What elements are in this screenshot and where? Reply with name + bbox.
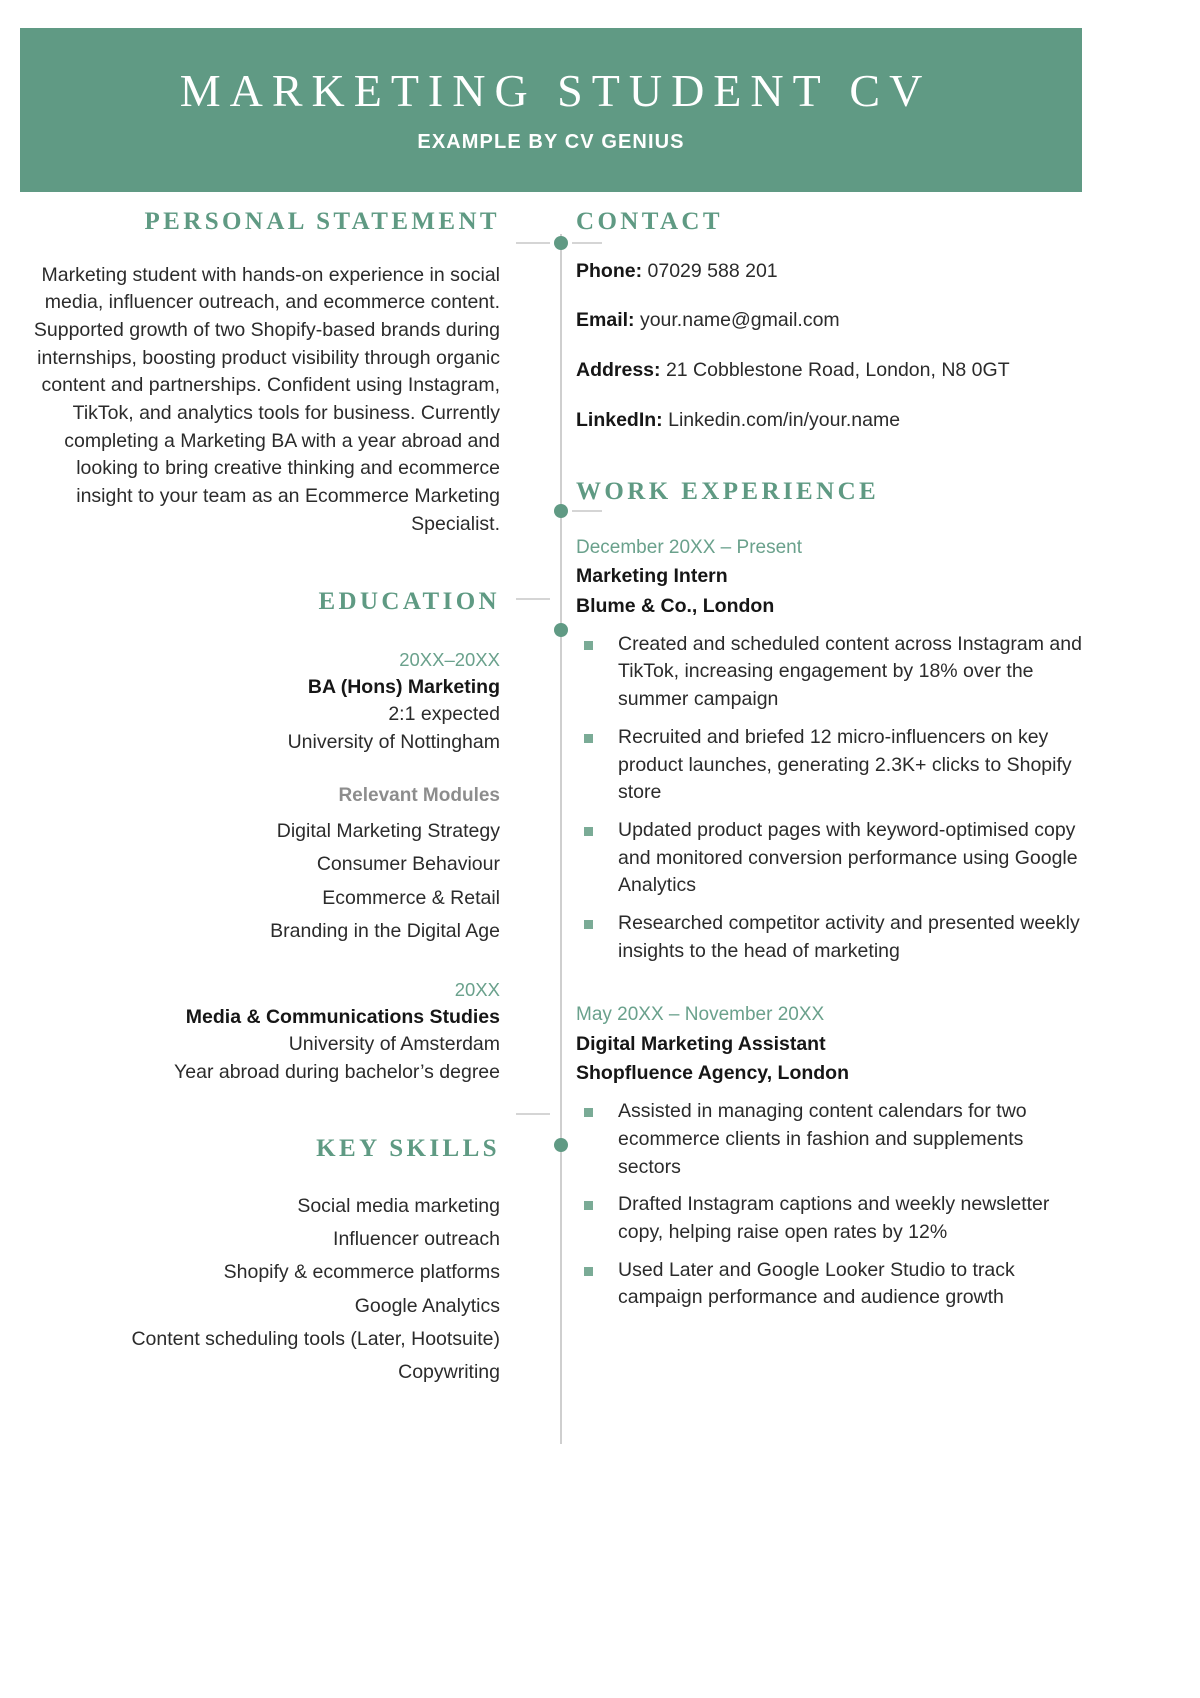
- work-experience-entry: [576, 534, 1082, 966]
- contact-phone-label: Phone:: [576, 259, 643, 282]
- job-bullet: Researched competitor activity and presented weekly insights to the head of marketing: [576, 910, 1082, 965]
- timeline-dot-work: [554, 504, 568, 518]
- education-grade: 2:1 expected: [388, 703, 500, 726]
- timeline-dot-contact: [554, 236, 568, 250]
- work-experience-heading: WORK EXPERIENCE: [576, 478, 880, 506]
- timeline-stub-left-personal: [516, 242, 550, 244]
- contact-linkedin-value[interactable]: Linkedin.com/in/your.name: [668, 408, 901, 431]
- relevant-modules-heading: Relevant Modules: [338, 784, 500, 806]
- job-bullet-list: [576, 1098, 1082, 1312]
- job-company: Blume & Co., London: [576, 594, 775, 617]
- contact-linkedin-label: LinkedIn:: [576, 408, 663, 431]
- contact-address-value: 21 Cobblestone Road, London, N8 0GT: [665, 358, 1010, 381]
- job-bullet: Updated product pages with keyword-optimised copy and monitored conversion performance using Google Analytics: [576, 817, 1082, 900]
- left-column: [20, 208, 500, 1389]
- contact-phone-row: [576, 258, 1082, 286]
- page-subtitle: EXAMPLE BY CV GENIUS: [417, 130, 685, 153]
- education-degree: BA (Hons) Marketing: [307, 675, 500, 698]
- job-bullet: Drafted Instagram captions and weekly newsletter copy, helping raise open rates by 12%: [576, 1191, 1082, 1246]
- list-item: Google Analytics: [354, 1294, 500, 1317]
- contact-email-label: Email:: [576, 309, 635, 332]
- section-key-skills: [20, 1135, 500, 1389]
- timeline-stub-left-education: [516, 598, 550, 600]
- key-skills-heading: KEY SKILLS: [316, 1134, 500, 1162]
- cv-header-banner: [20, 28, 1082, 192]
- contact-address-row: [576, 357, 1082, 385]
- key-skills-list: [20, 1190, 500, 1389]
- section-education: [20, 588, 500, 1086]
- education-heading: EDUCATION: [318, 588, 500, 616]
- job-bullet: Recruited and briefed 12 micro-influencers on key product launches, generating 2.3K+ clicks to Shopify store: [576, 724, 1082, 807]
- education-institution: University of Amsterdam: [288, 1033, 500, 1056]
- job-title: Digital Marketing Assistant: [576, 1032, 826, 1055]
- page-title: MARKETING STUDENT CV: [179, 65, 932, 117]
- timeline-rule: [560, 234, 562, 1444]
- list-item: Influencer outreach: [333, 1228, 500, 1251]
- section-work-experience: [576, 478, 1082, 1312]
- right-column: [576, 208, 1082, 1322]
- education-date: 20XX–20XX: [399, 648, 500, 670]
- list-item: Digital Marketing Strategy: [276, 820, 500, 843]
- education-entry: [20, 646, 500, 757]
- job-company: Shopfluence Agency, London: [576, 1062, 849, 1085]
- contact-address-label: Address:: [576, 358, 661, 381]
- contact-email-row: [576, 307, 1082, 335]
- timeline-dot-skills: [554, 1138, 568, 1152]
- education-entry: [20, 976, 500, 1087]
- relevant-modules-block: [20, 783, 500, 948]
- education-degree: Media & Communications Studies: [185, 1005, 500, 1028]
- contact-heading: CONTACT: [576, 208, 723, 235]
- contact-phone-value: 07029 588 201: [647, 259, 778, 282]
- job-date: December 20XX – Present: [576, 536, 803, 558]
- job-bullet-list: [576, 631, 1082, 966]
- list-item: Social media marketing: [297, 1195, 500, 1218]
- job-bullet: Created and scheduled content across Instagram and TikTok, increasing engagement by 18% over the summer campaign: [576, 631, 1082, 714]
- contact-linkedin-row: [576, 407, 1082, 435]
- job-date: May 20XX – November 20XX: [576, 1004, 825, 1026]
- section-personal-statement: [20, 208, 500, 538]
- job-title: Marketing Intern: [576, 565, 728, 588]
- list-item: Branding in the Digital Age: [270, 919, 500, 942]
- job-bullet: Assisted in managing content calendars for two ecommerce clients in fashion and supplements sectors: [576, 1098, 1082, 1181]
- list-item: Shopify & ecommerce platforms: [223, 1261, 500, 1284]
- job-bullet: Used Later and Google Looker Studio to track campaign performance and audience growth: [576, 1257, 1082, 1312]
- list-item: Copywriting: [398, 1360, 500, 1383]
- personal-statement-heading: PERSONAL STATEMENT: [144, 208, 500, 235]
- relevant-modules-list: [20, 815, 500, 948]
- list-item: Content scheduling tools (Later, Hootsuite): [131, 1327, 500, 1350]
- education-institution: University of Nottingham: [287, 731, 500, 753]
- contact-email-value[interactable]: your.name@gmail.com: [639, 309, 840, 332]
- section-contact: [576, 208, 1082, 434]
- education-note: Year abroad during bachelor’s degree: [174, 1060, 500, 1083]
- education-date: 20XX: [454, 978, 500, 1000]
- list-item: Consumer Behaviour: [316, 853, 500, 876]
- timeline-dot-education: [554, 623, 568, 637]
- timeline-stub-left-skills: [516, 1113, 550, 1115]
- personal-statement-text: Marketing student with hands-on experience in social media, influencer outreach, and ecommerce content. Supported growth of two Shopify-based brands during internships, boosting product visibility through organic content and partnerships. Confident using Instagram, TikTok, and analytics tools for business. Currently completing a Marketing BA with a year abroad and looking to bring creative thinking and ecommerce insight to your team as an Ecommerce Marketing Specialist.: [33, 263, 500, 535]
- work-experience-entry: [576, 1001, 1082, 1312]
- list-item: Ecommerce & Retail: [322, 886, 500, 909]
